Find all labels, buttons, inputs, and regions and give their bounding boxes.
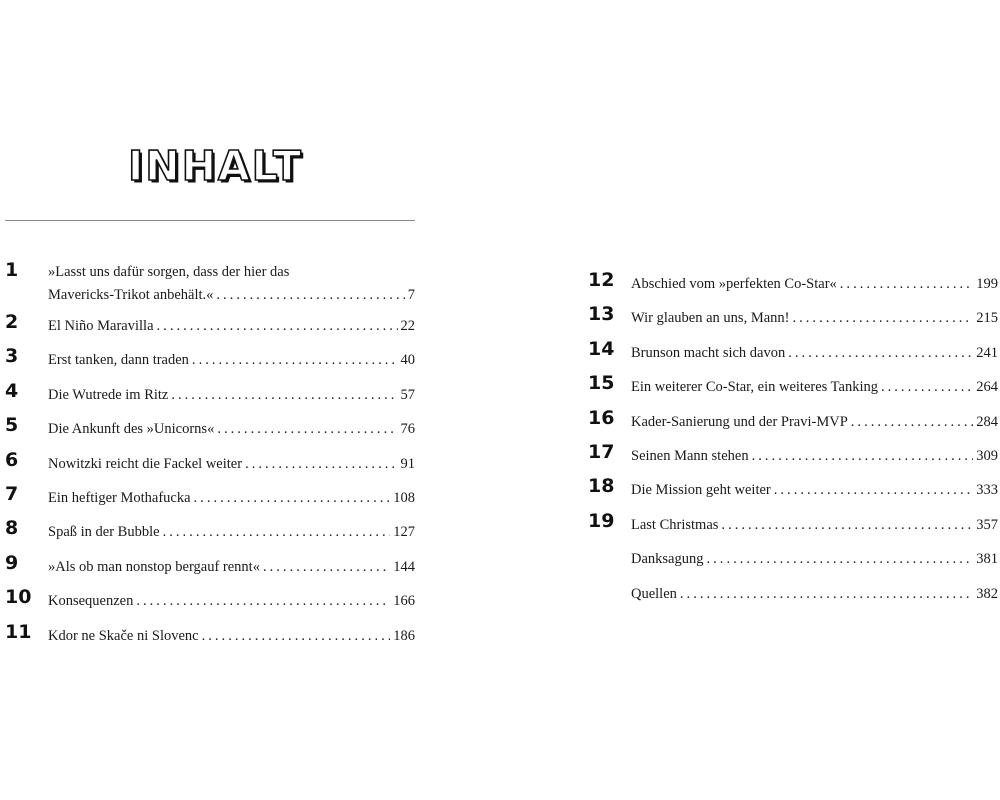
dot-leader <box>245 455 397 473</box>
toc-entry[interactable] <box>5 585 415 619</box>
toc-entry[interactable] <box>5 310 415 344</box>
page-number: 166 <box>393 593 415 610</box>
chapter-title: Konsequenzen <box>48 593 134 610</box>
dot-leader <box>171 386 397 404</box>
page-number: 382 <box>976 585 998 602</box>
chapter-title-line1: »Lasst uns dafür sorgen, dass der hier das <box>48 264 290 280</box>
chapter-title-row <box>48 420 415 438</box>
toc-entry[interactable] <box>5 448 415 482</box>
page-number: 215 <box>976 310 998 327</box>
chapter-number: 3 <box>5 345 19 368</box>
dot-leader <box>721 516 973 534</box>
chapter-title: Wir glauben an uns, Mann! <box>631 310 790 327</box>
dot-leader <box>707 550 974 568</box>
chapter-title-row <box>48 523 415 541</box>
toc-entry[interactable] <box>5 516 415 550</box>
chapter-title-row <box>631 413 998 431</box>
page-number: 309 <box>976 447 998 464</box>
toc-entry[interactable] <box>5 482 415 516</box>
chapter-number: 15 <box>588 372 615 395</box>
chapter-number: 17 <box>588 440 615 463</box>
page-title: INHALT <box>128 142 303 190</box>
chapter-title-row <box>631 550 998 568</box>
page-number: 127 <box>393 524 415 541</box>
page-number: 144 <box>393 558 415 575</box>
chapter-title-row <box>631 516 998 534</box>
toc-entry[interactable] <box>588 509 998 543</box>
page-number: 264 <box>976 379 998 396</box>
toc-entry[interactable] <box>5 258 415 310</box>
dot-leader <box>192 351 398 369</box>
chapter-title-row <box>631 275 998 293</box>
chapter-number: 16 <box>588 406 615 429</box>
dot-leader <box>792 309 973 327</box>
toc-right-column <box>588 268 998 612</box>
chapter-title-row <box>48 592 415 610</box>
toc-entry[interactable] <box>588 543 998 577</box>
chapter-title: Ein weiterer Co-Star, ein weiteres Tanking <box>631 379 878 396</box>
page-number: 57 <box>400 386 415 403</box>
chapter-title-row <box>631 447 998 465</box>
toc-entry[interactable] <box>588 474 998 508</box>
chapter-title: Kader-Sanierung und der Pravi-MVP <box>631 413 848 430</box>
chapter-title: Kdor ne Skače ni Slovenc <box>48 627 199 644</box>
page-number: 241 <box>976 344 998 361</box>
chapter-title-row <box>48 386 415 404</box>
toc-entry[interactable] <box>5 413 415 447</box>
toc-entry[interactable] <box>588 440 998 474</box>
chapter-title-row <box>48 286 415 304</box>
chapter-number: 5 <box>5 414 19 437</box>
toc-entry[interactable] <box>588 406 998 440</box>
dot-leader <box>788 344 973 362</box>
dot-leader <box>840 275 973 293</box>
dot-leader <box>680 585 973 603</box>
toc-entry[interactable] <box>588 578 998 612</box>
toc-entry[interactable] <box>588 337 998 371</box>
chapter-number: 10 <box>5 586 32 609</box>
chapter-title: Ein heftiger Mothafucka <box>48 489 191 506</box>
page-number: 76 <box>400 421 415 438</box>
chapter-title-row <box>48 627 415 645</box>
dot-leader <box>194 489 391 507</box>
chapter-title: Seinen Mann stehen <box>631 447 749 464</box>
chapter-number: 8 <box>5 517 19 540</box>
page-number: 333 <box>976 482 998 499</box>
chapter-title-row <box>631 344 998 362</box>
page-number: 284 <box>976 413 998 430</box>
chapter-title: Danksagung <box>631 551 704 568</box>
toc-entry[interactable] <box>5 551 415 585</box>
chapter-title: Spaß in der Bubble <box>48 524 160 541</box>
chapter-number: 13 <box>588 303 615 326</box>
chapter-title-row <box>631 481 998 499</box>
chapter-title: El Niño Maravilla <box>48 318 154 334</box>
dot-leader <box>851 413 973 431</box>
chapter-title-row <box>631 585 998 603</box>
dot-leader <box>263 558 390 576</box>
chapter-number: 14 <box>588 337 615 360</box>
page-number: 186 <box>393 627 415 644</box>
chapter-number: 11 <box>5 620 32 643</box>
dot-leader <box>217 420 397 438</box>
chapter-title: Die Wutrede im Ritz <box>48 386 169 403</box>
dot-leader <box>752 447 974 465</box>
page-number: 381 <box>976 551 998 568</box>
toc-entry[interactable] <box>5 620 415 654</box>
chapter-title: »Als ob man nonstop bergauf rennt« <box>48 558 260 575</box>
chapter-title: Die Ankunft des »Unicorns« <box>48 421 215 438</box>
page-number: 108 <box>393 489 415 506</box>
toc-entry[interactable] <box>5 379 415 413</box>
title-divider <box>5 220 415 221</box>
chapter-title-row <box>48 455 415 473</box>
chapter-title-row <box>48 351 415 369</box>
chapter-number: 4 <box>5 379 19 402</box>
dot-leader <box>157 317 398 335</box>
chapter-title-row <box>48 558 415 576</box>
chapter-number: 2 <box>5 311 19 333</box>
dot-leader <box>202 627 391 645</box>
page-number: 22 <box>400 318 415 334</box>
dot-leader <box>774 481 974 499</box>
page-number: 40 <box>400 352 415 369</box>
chapter-title: Quellen <box>631 585 677 602</box>
toc-entry[interactable] <box>588 268 998 302</box>
page-number: 357 <box>976 516 998 533</box>
chapter-number: 19 <box>588 509 615 532</box>
chapter-number: 9 <box>5 551 19 574</box>
chapter-title: Last Christmas <box>631 516 719 533</box>
page-number: 7 <box>407 287 415 303</box>
toc-entry[interactable] <box>5 344 415 378</box>
chapter-title-row <box>631 378 998 396</box>
toc-entry[interactable] <box>588 302 998 336</box>
toc-left-column <box>5 258 415 654</box>
chapter-number: 12 <box>588 269 615 291</box>
dot-leader <box>163 523 391 541</box>
chapter-number: 6 <box>5 448 19 471</box>
dot-leader <box>136 592 390 610</box>
chapter-title: Abschied vom »perfekten Co-Star« <box>631 276 837 292</box>
chapter-title: Die Mission geht weiter <box>631 482 771 499</box>
chapter-title: Erst tanken, dann traden <box>48 352 189 369</box>
dot-leader <box>216 286 404 304</box>
page-number: 199 <box>976 276 998 292</box>
chapter-title-row <box>48 317 415 335</box>
chapter-number: 7 <box>5 482 19 505</box>
toc-entry[interactable] <box>588 371 998 405</box>
chapter-number: 1 <box>5 259 19 281</box>
chapter-number: 18 <box>588 475 615 498</box>
chapter-title-row <box>48 489 415 507</box>
dot-leader <box>881 378 973 396</box>
page-number: 91 <box>400 455 415 472</box>
chapter-title: Brunson macht sich davon <box>631 344 786 361</box>
chapter-title: Nowitzki reicht die Fackel weiter <box>48 455 243 472</box>
chapter-title: Mavericks-Trikot anbehält.« <box>48 287 214 303</box>
chapter-title-row <box>631 309 998 327</box>
